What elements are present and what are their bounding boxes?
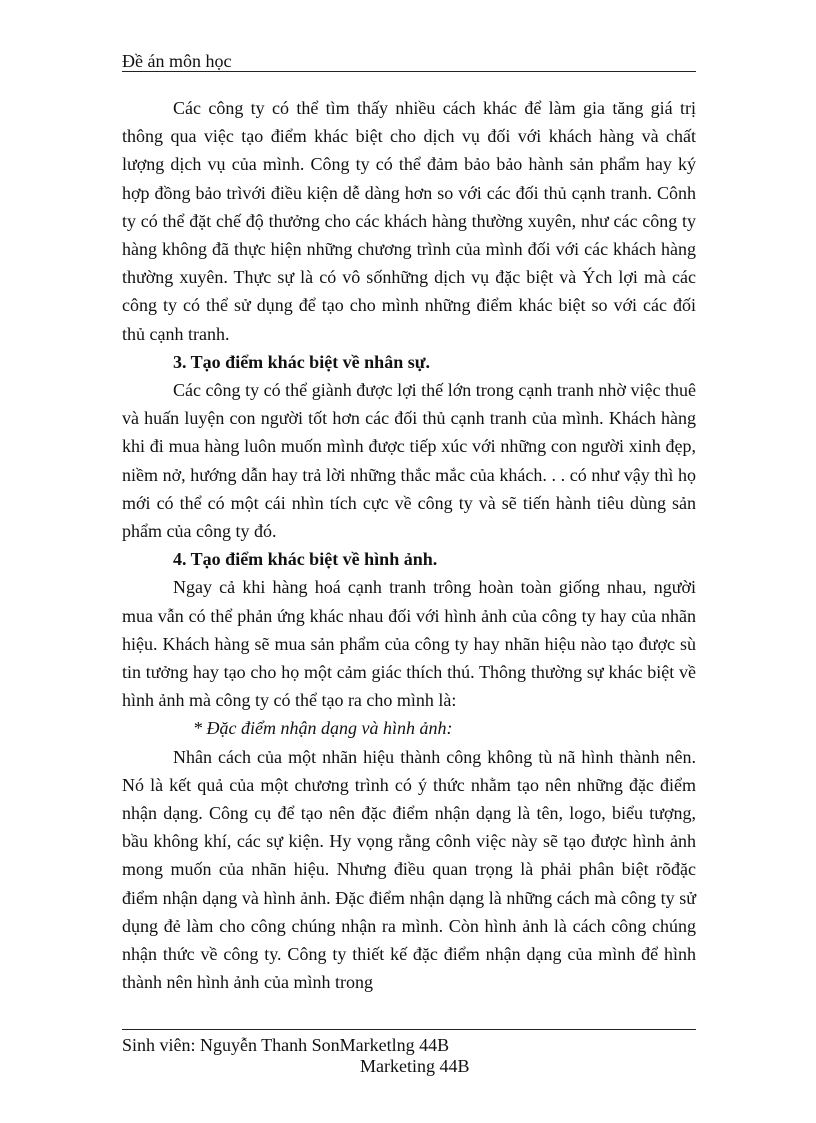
paragraph-identity: Nhân cách của một nhãn hiệu thành công không tù nã hình thành nên. Nó là kết quả của một chương trình có ý thức nhằm tạo nên những đặc điểm nhận dạng. Công cụ để tạo nên đặc điểm nhận dạng là tên, logo, biểu tượng, bầu không khí, các sự kiện. Hy vọng rằng cônh việc này sẽ tạo được hình ảnh mong muốn của nhãn hiệu. Nhưng điều quan trọng là phải phân biệt rõđặc điểm nhận dạng và hình ảnh. Đặc điểm nhận dạng là những cách mà công ty sử dụng đẻ làm cho công chúng nhận ra mình. Còn hình ảnh là cách công chúng nhận thức về công ty. Công ty thiết kế đặc điểm nhận dạng của mình để hình thành nên hình ảnh của mình trong xyxy=(122,746,696,993)
section-heading-image: 4. Tạo điểm khác biệt về hình ảnh. xyxy=(173,549,438,570)
footer-divider xyxy=(122,1029,696,1030)
header-divider xyxy=(122,71,696,72)
paragraph-service-differentiation: Các công ty có thể tìm thấy nhiều cách khác để làm gia tăng giá trị thông qua việc tạo điểm khác biệt cho dịch vụ đối với khách hàng và chất lượng dịch vụ của mình. Công ty có thể đảm bảo bảo hành sản phẩm hay ký hợp đồng bảo trìvới điều kiện dễ dàng hơn so với các đối thủ cạnh tranh. Cônh ty có thể đặt chế độ thưởng cho các khách hàng thường xuyên, như các công ty hàng không đã thực hiện những chương trình của mình đối với các khách hàng thường xuyên. Thực sự là có vô sốnhững dịch vụ đặc biệt và Ých lợi mà các công ty có thể sử dụng để tạo cho mình những điểm khác biệt so với các đối thủ cạnh tranh. xyxy=(122,98,696,344)
subheading-identity-image: * Đặc điểm nhận dạng và hình ảnh: xyxy=(193,718,453,739)
section-heading-personnel: 3. Tạo điểm khác biệt về nhân sự. xyxy=(173,351,431,372)
paragraph-image: Ngay cả khi hàng hoá cạnh tranh trông hoàn toàn giống nhau, người mua vẫn có thể phản ứng khác nhau đối với hình ảnh của công ty hay của nhãn hiệu. Khách hàng sẽ mua sản phẩm của công ty hay nhãn hiệu nào tạo được sù tin tưởng hay tạo cho họ một cảm giác thích thú. Thông thường sự khác biệt về hình ảnh mà công ty có thể tạo ra cho mình là: xyxy=(122,577,696,711)
page-header-title: Đề án môn học xyxy=(122,51,232,71)
paragraph-personnel: Các công ty có thể giành được lợi thế lớn trong cạnh tranh nhờ việc thuê và huấn luyện con người tốt hơn các đối thủ cạnh tranh của mình. Khách hàng khi đi mua hàng luôn muốn mình được tiếp xúc với những con người xinh đẹp, niềm nở, hướng dẫn hay trả lời những thắc mắc của khách. . . có như vậy thì họ mới có thể có một cái nhìn tích cực về công ty và sẽ tiến hành tiêu dùng sản phẩm của công ty đó. xyxy=(122,380,696,542)
footer-class: Marketing 44B xyxy=(360,1056,470,1076)
document-body xyxy=(122,94,696,997)
footer-student-name: Sinh viên: Nguyễn Thanh SonMarketlng 44B xyxy=(122,1035,450,1055)
